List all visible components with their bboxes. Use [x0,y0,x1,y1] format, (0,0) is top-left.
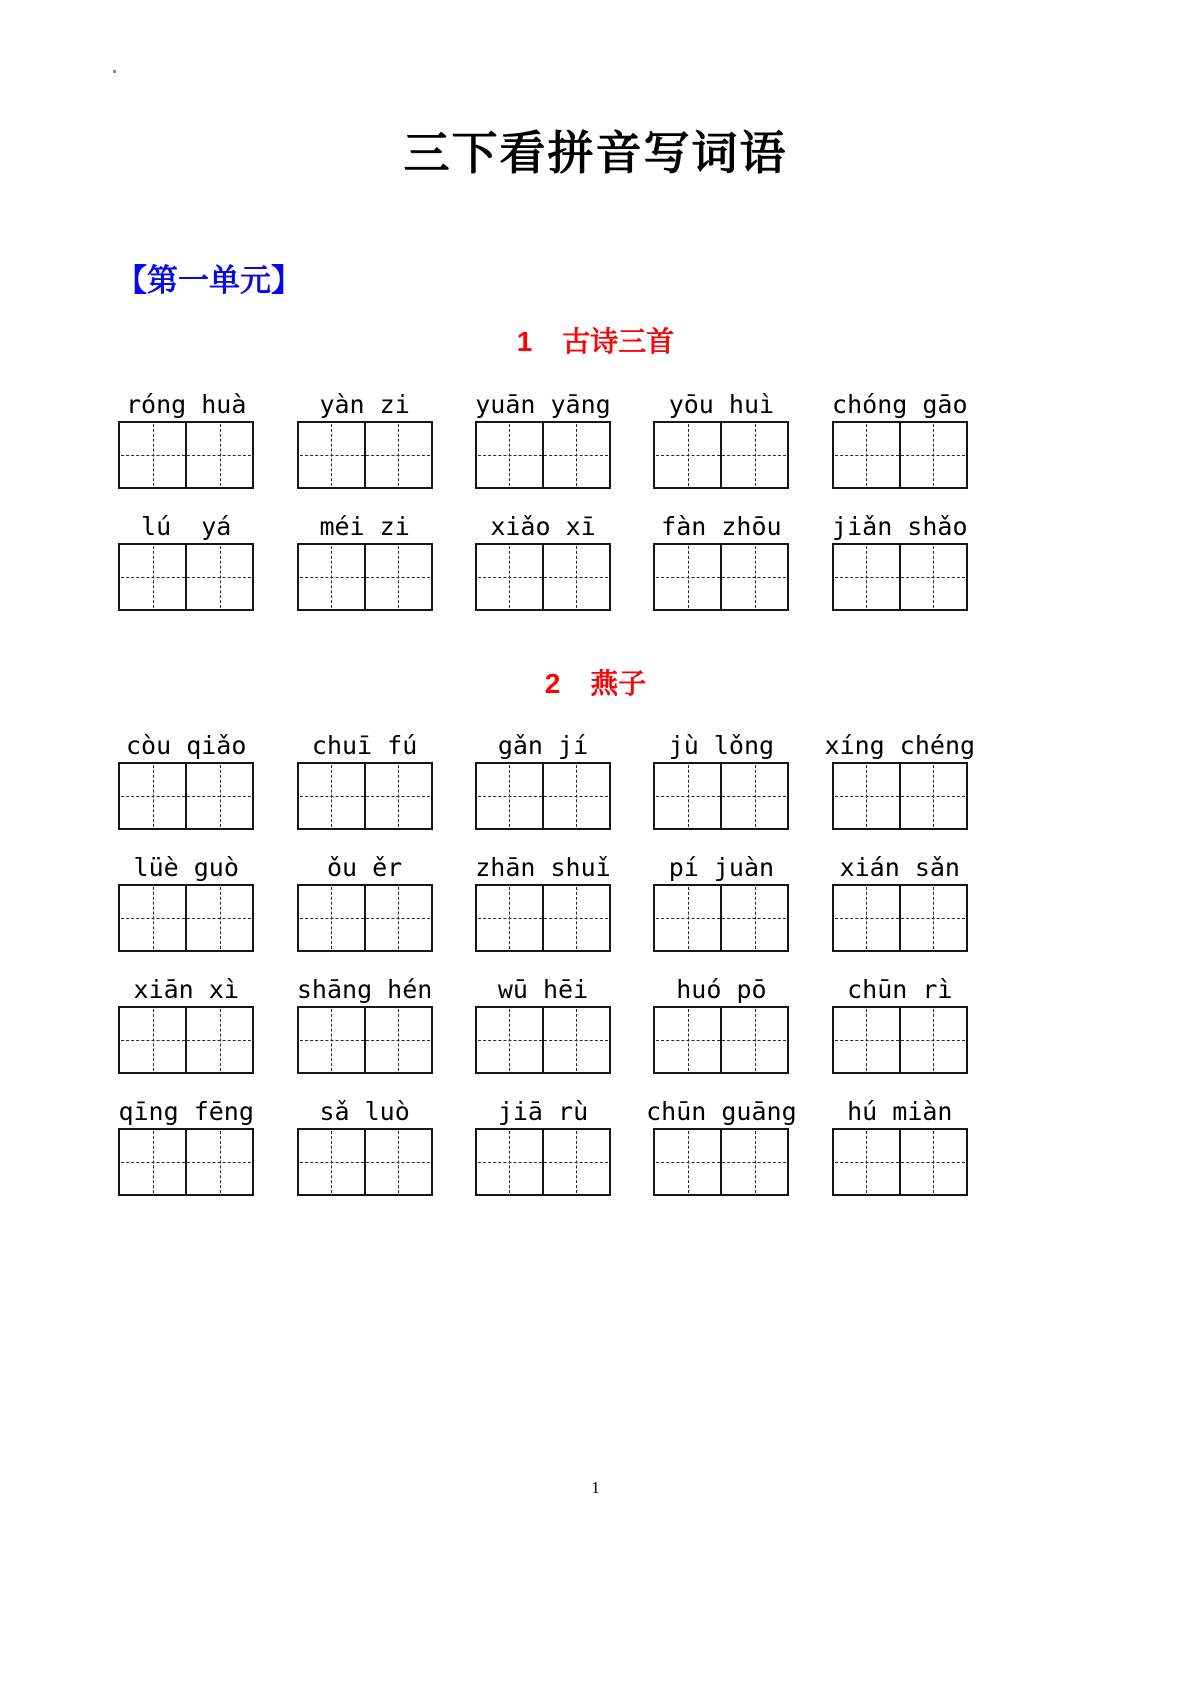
writing-cell [834,764,899,828]
writing-grid [832,884,968,952]
word-block [811,389,989,489]
writing-cell [542,886,609,950]
writing-cell [299,423,364,487]
writing-grid [118,762,254,830]
word-block [275,511,453,611]
word-block [632,852,810,952]
writing-cell [477,886,542,950]
writing-cell [655,1130,720,1194]
writing-cell [185,764,252,828]
word-block [275,1096,453,1196]
writing-grid [653,421,789,489]
writing-grid [832,543,968,611]
writing-grid [297,884,433,952]
pinyin-label: jù lǒng [668,731,775,761]
writing-cell [120,423,185,487]
pinyin-label: chūn guāng [646,1097,797,1127]
page-number: 1 [591,1478,600,1497]
writing-cell [655,764,720,828]
writing-cell [477,764,542,828]
writing-cell [899,545,966,609]
pinyin-label: xiān xì [133,975,239,1005]
pinyin-label: ǒu ěr [326,853,403,883]
word-block [454,974,632,1074]
page-title: 三下看拼音写词语 [403,127,788,179]
word-block [811,852,989,952]
writing-grid [832,421,968,489]
word-block [632,511,810,611]
writing-cell [542,1130,609,1194]
writing-cell [120,886,185,950]
writing-cell [299,886,364,950]
lesson-name: 燕子 [590,667,647,699]
writing-grid [118,421,254,489]
pinyin-label: róng huà [125,389,247,419]
writing-cell [185,1130,252,1194]
pinyin-label: zhān shuǐ [475,853,611,883]
writing-cell [542,1008,609,1072]
writing-grid [653,543,789,611]
pinyin-label: còu qiǎo [125,731,247,761]
writing-cell [364,1008,431,1072]
writing-grid [297,421,433,489]
writing-grid [475,543,611,611]
pinyin-label: lüè guò [133,853,239,883]
writing-grid [475,421,611,489]
lesson-number: 2 [544,667,561,699]
writing-cell [720,423,787,487]
writing-cell [834,1130,899,1194]
writing-cell [720,886,787,950]
word-block [454,389,632,489]
pinyin-label: xiǎo xī [490,511,596,541]
word-row [97,852,989,952]
word-block [275,852,453,952]
pinyin-label: shāng hén [296,975,433,1005]
pinyin-label: méi zi [319,511,410,541]
word-block [97,730,275,830]
writing-cell [120,545,185,609]
writing-cell [364,886,431,950]
word-block [275,389,453,489]
writing-cell [185,545,252,609]
writing-grid [118,543,254,611]
word-block [454,730,632,830]
pinyin-label: sǎ luò [319,1097,410,1127]
writing-grid [118,884,254,952]
writing-cell [655,423,720,487]
writing-cell [542,545,609,609]
writing-cell [120,1008,185,1072]
pinyin-label: wū hēi [497,975,589,1005]
word-row [97,389,989,489]
pinyin-label: chūn rì [847,975,953,1005]
pinyin-label: hú miàn [847,1097,953,1127]
writing-cell [185,423,252,487]
pinyin-label: xián sǎn [839,853,960,883]
word-block [811,974,989,1074]
word-block [454,852,632,952]
word-block [632,730,810,830]
pinyin-label: yōu huì [668,389,775,419]
writing-cell [477,1008,542,1072]
writing-cell [299,545,364,609]
writing-cell [364,545,431,609]
lesson-heading [0,667,1191,701]
pinyin-label: qīng fēng [118,1097,254,1127]
word-block [97,389,275,489]
writing-cell [720,1008,787,1072]
writing-cell [834,886,899,950]
writing-cell [364,764,431,828]
writing-cell [834,545,899,609]
word-block [97,974,275,1074]
writing-cell [542,423,609,487]
lesson-section-1 [0,325,1191,611]
word-block [97,511,275,611]
writing-grid [475,1128,611,1196]
unit-header: 【第一单元】 [116,262,302,298]
writing-grid [118,1006,254,1074]
word-block [97,1096,275,1196]
lesson-heading [0,325,1191,359]
writing-grid [475,884,611,952]
writing-grid [475,762,611,830]
lesson-section-2 [0,667,1191,1197]
writing-cell [899,886,966,950]
writing-cell [720,1130,787,1194]
writing-cell [120,764,185,828]
pinyin-label: yàn zi [319,389,410,419]
writing-cell [834,423,899,487]
word-row [97,1096,989,1196]
writing-cell [655,886,720,950]
writing-grid [118,1128,254,1196]
word-row [97,511,989,611]
lesson-name: 古诗三首 [562,326,675,358]
word-block [275,974,453,1074]
writing-cell [477,423,542,487]
word-block [97,852,275,952]
pinyin-label: fàn zhōu [661,511,782,541]
writing-cell [655,1008,720,1072]
writing-cell [655,545,720,609]
writing-cell [899,764,966,828]
writing-grid [297,1128,433,1196]
sections-container [0,325,1191,1196]
word-block [454,1096,632,1196]
writing-cell [185,1008,252,1072]
writing-cell [477,545,542,609]
writing-cell [477,1130,542,1194]
writing-cell [542,764,609,828]
writing-cell [299,1008,364,1072]
pinyin-label: pí juàn [668,853,775,883]
writing-grid [653,1128,789,1196]
writing-grid [653,884,789,952]
writing-grid [653,762,789,830]
writing-cell [720,764,787,828]
writing-grid [832,762,968,830]
writing-grid [297,762,433,830]
writing-grid [297,543,433,611]
writing-cell [364,423,431,487]
lesson-number: 1 [516,326,533,358]
writing-grid [832,1128,968,1196]
writing-grid [475,1006,611,1074]
writing-cell [364,1130,431,1194]
pinyin-label: xíng chéng [824,731,976,761]
writing-cell [299,1130,364,1194]
word-block [454,511,632,611]
writing-cell [299,764,364,828]
word-block [811,1096,989,1196]
writing-grid [653,1006,789,1074]
writing-cell [120,1130,185,1194]
pinyin-label: lú yá [141,511,232,541]
writing-cell [899,1130,966,1194]
pinyin-label: jiǎn shǎo [832,511,968,541]
pinyin-label: chuī fú [311,731,418,761]
word-block [811,511,989,611]
writing-cell [899,423,966,487]
writing-grid [832,1006,968,1074]
pinyin-label: chóng gāo [832,389,968,419]
word-block [632,1096,810,1196]
word-block [811,730,989,830]
word-block [632,974,810,1074]
writing-cell [899,1008,966,1072]
word-row [97,730,989,830]
word-row [97,974,989,1074]
corner-mark [113,70,116,73]
writing-cell [834,1008,899,1072]
pinyin-label: huó pō [676,975,767,1005]
pinyin-label: yuān yāng [475,389,611,419]
word-block [275,730,453,830]
pinyin-label: jiā rù [497,1097,589,1127]
writing-grid [297,1006,433,1074]
pinyin-label: gǎn jí [497,731,589,761]
writing-cell [185,886,252,950]
writing-cell [720,545,787,609]
word-block [632,389,810,489]
